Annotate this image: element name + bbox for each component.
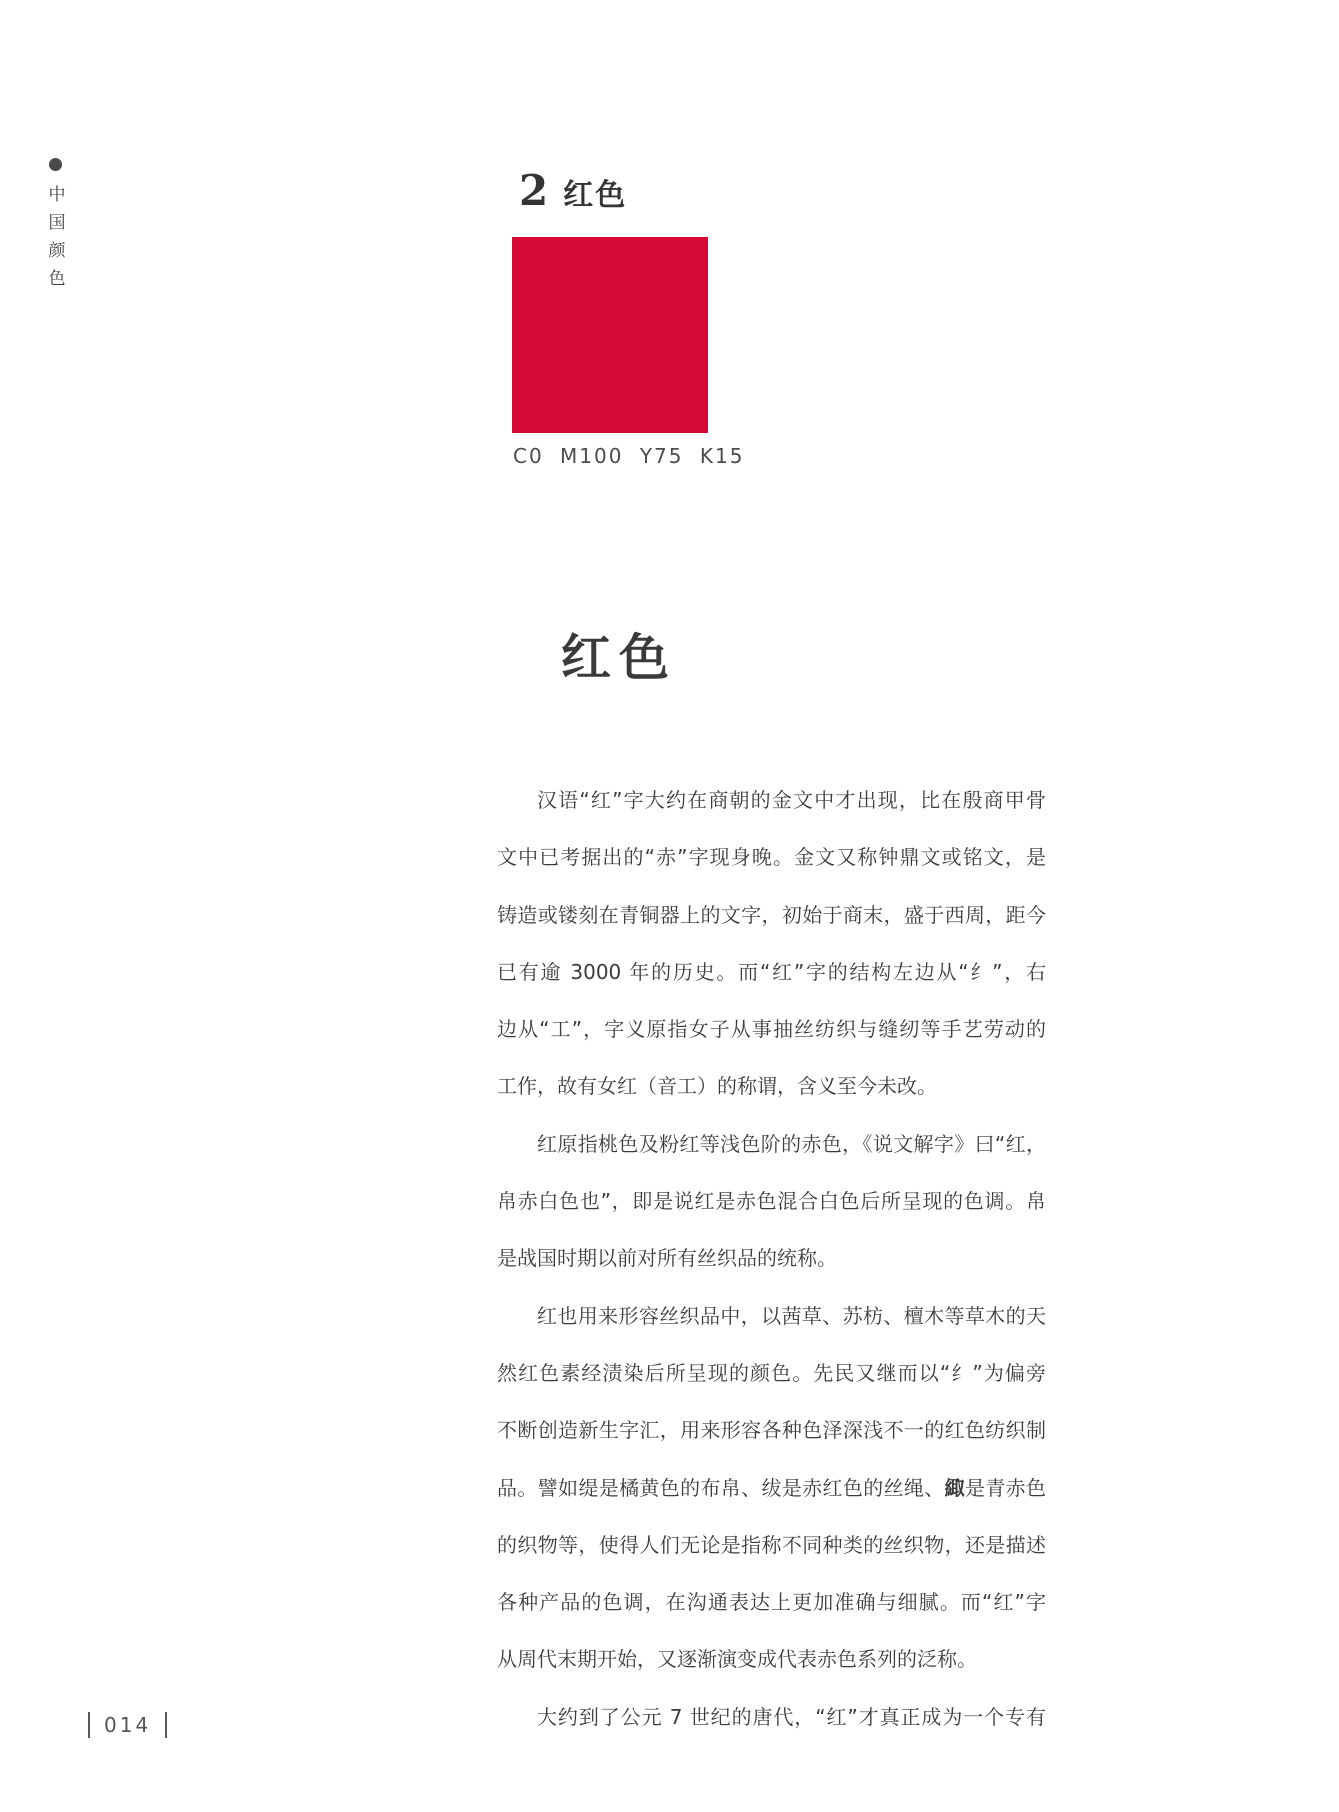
- body-line: 然红色素经渍染后所呈现的颜色。先民又继而以“纟”为偏旁: [497, 1360, 1046, 1385]
- chapter-number: 2: [519, 166, 549, 215]
- body-line: 工作，故有女红（音工）的称谓，含义至今未改。: [497, 1074, 937, 1099]
- body-line: 铸造或镂刻在青铜器上的文字，初始于商末，盛于西周，距今: [497, 902, 1046, 927]
- body-line: 不断创造新生字汇，用来形容各种色泽深浅不一的红色纺织制: [497, 1418, 1046, 1443]
- chapter-heading: [519, 166, 628, 215]
- rare-character-bold: 緅: [944, 1475, 965, 1500]
- body-line: 大约到了公元 7 世纪的唐代，“红”才真正成为一个专有: [537, 1704, 1046, 1729]
- footer-rule-left: [88, 1712, 90, 1738]
- color-swatch: [512, 237, 708, 433]
- book-title-vertical: 中国颜色: [44, 185, 65, 297]
- section-title: 红色: [561, 628, 677, 687]
- body-text: [497, 772, 1046, 1746]
- body-line: 帛赤白色也”，即是说红是赤色混合白色后所呈现的色调。帛: [497, 1189, 1046, 1214]
- body-line: 汉语“红”字大约在商朝的金文中才出现，比在殷商甲骨: [537, 788, 1046, 812]
- chapter-title: 红色: [563, 178, 628, 213]
- footer: [88, 1712, 167, 1738]
- body-line: 文中已考据出的“赤”字现身晚。金文又称钟鼎文或铭文，是: [497, 845, 1046, 870]
- body-line: 红原指桃色及粉红等浅色阶的赤色，《说文解字》曰“红，: [537, 1131, 1046, 1156]
- body-line: 品。譬如缇是橘黄色的布帛、绂是赤红色的丝绳、緅是青赤色: [497, 1475, 1046, 1500]
- sidebar: [40, 158, 70, 297]
- bullet-icon: [49, 158, 62, 171]
- body-line: 边从“工”，字义原指女子从事抽丝纺织与缝纫等手艺劳动的: [497, 1017, 1046, 1042]
- body-line: 已有逾 3000 年的历史。而“红”字的结构左边从“纟”，右: [497, 959, 1046, 984]
- footer-rule-right: [165, 1712, 167, 1738]
- body-line: 从周代末期开始，又逐渐演变成代表赤色系列的泛称。: [497, 1647, 977, 1672]
- cmyk-values: C0 M100 Y75 K15: [513, 444, 745, 468]
- body-line: 是战国时期以前对所有丝织品的统称。: [497, 1246, 837, 1271]
- body-line: 各种产品的色调，在沟通表达上更加准确与细腻。而“红”字: [497, 1590, 1046, 1615]
- body-line: 红也用来形容丝织品中，以茜草、苏枋、檀木等草木的天: [537, 1303, 1046, 1328]
- page-number: 014: [104, 1713, 152, 1737]
- body-line: 的织物等，使得人们无论是指称不同种类的丝织物，还是描述: [497, 1532, 1046, 1557]
